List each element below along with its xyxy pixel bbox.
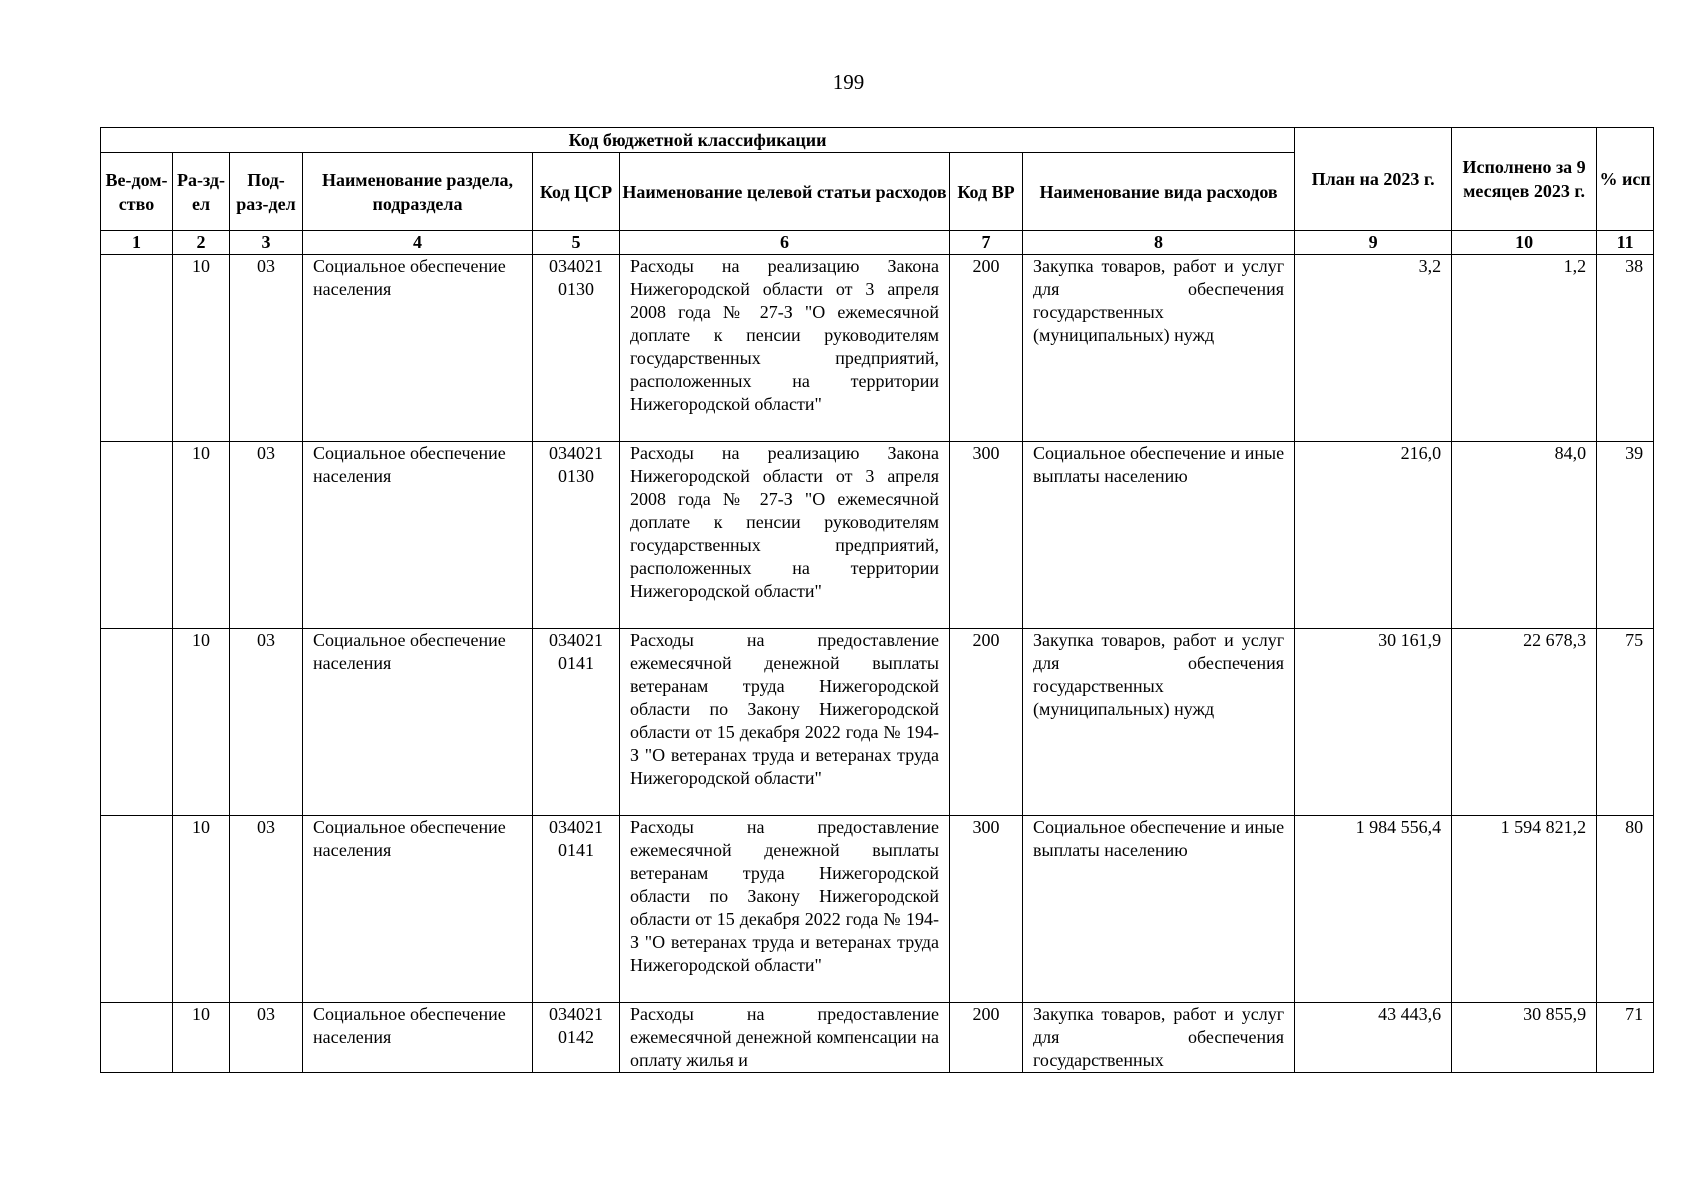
header-razdel: Ра-зд-ел (173, 153, 230, 231)
target-name-cell: Расходы на реализацию Закона Нижегородской области от 3 апреля 2008 года № 27-З "О ежемесячной доплате к пенсии руководителям государственных предприятий, расположенных на территории Нижегородской области" (620, 255, 950, 442)
vedomstvo-cell (101, 816, 173, 1003)
column-number: 5 (533, 231, 620, 255)
executed-cell: 1 594 821,2 (1452, 816, 1597, 1003)
column-number: 3 (230, 231, 303, 255)
target-name-cell: Расходы на предоставление ежемесячной денежной компенсации на оплату жилья и (620, 1003, 950, 1073)
column-number: 9 (1295, 231, 1452, 255)
razdel-name-cell: Социальное обеспечение населения (303, 442, 533, 629)
razdel-cell: 10 (173, 1003, 230, 1073)
razdel-cell: 10 (173, 629, 230, 816)
razdel-name-cell: Социальное обеспечение населения (303, 255, 533, 442)
plan-cell: 216,0 (1295, 442, 1452, 629)
column-number: 2 (173, 231, 230, 255)
csr-cell: 034021 0130 (533, 255, 620, 442)
column-number: 1 (101, 231, 173, 255)
header-target-name: Наименование целевой статьи расходов (620, 153, 950, 231)
percent-cell: 38 (1597, 255, 1654, 442)
column-number: 8 (1023, 231, 1295, 255)
header-vedomstvo: Ве-дом-ство (101, 153, 173, 231)
razdel-name-cell: Социальное обеспечение населения (303, 1003, 533, 1073)
header-podrazdel: Под-раз-дел (230, 153, 303, 231)
plan-cell: 1 984 556,4 (1295, 816, 1452, 1003)
podrazdel-cell: 03 (230, 816, 303, 1003)
table-row (101, 442, 1654, 629)
csr-cell: 034021 0141 (533, 816, 620, 1003)
target-name-cell: Расходы на предоставление ежемесячной денежной выплаты ветеранам труда Нижегородской области по Закону Нижегородской области от 15 декабря 2022 года № 194-З "О ветеранах труда и ветеранах труда Нижегородской области" (620, 816, 950, 1003)
plan-cell: 30 161,9 (1295, 629, 1452, 816)
header-plan: План на 2023 г. (1295, 128, 1452, 231)
vr-name-cell: Социальное обеспечение и иные выплаты населению (1023, 442, 1295, 629)
razdel-cell: 10 (173, 816, 230, 1003)
vr-name-cell: Закупка товаров, работ и услуг для обеспечения государственных (муниципальных) нужд (1023, 629, 1295, 816)
column-number: 6 (620, 231, 950, 255)
table-row (101, 255, 1654, 442)
page-number: 199 (832, 70, 865, 94)
column-number: 7 (950, 231, 1023, 255)
target-name-cell: Расходы на реализацию Закона Нижегородской области от 3 апреля 2008 года № 27-З "О ежемесячной доплате к пенсии руководителям государственных предприятий, расположенных на территории Нижегородской области" (620, 442, 950, 629)
column-number: 11 (1597, 231, 1654, 255)
csr-cell: 034021 0130 (533, 442, 620, 629)
header-executed: Исполнено за 9 месяцев 2023 г. (1452, 128, 1597, 231)
percent-cell: 39 (1597, 442, 1654, 629)
executed-cell: 30 855,9 (1452, 1003, 1597, 1073)
vr-cell: 200 (950, 255, 1023, 442)
header-budget-classification: Код бюджетной классификации (101, 128, 1295, 153)
table-row (101, 816, 1654, 1003)
vedomstvo-cell (101, 1003, 173, 1073)
percent-cell: 75 (1597, 629, 1654, 816)
header-vr-name: Наименование вида расходов (1023, 153, 1295, 231)
vedomstvo-cell (101, 629, 173, 816)
csr-cell: 034021 0142 (533, 1003, 620, 1073)
razdel-cell: 10 (173, 442, 230, 629)
podrazdel-cell: 03 (230, 255, 303, 442)
csr-cell: 034021 0141 (533, 629, 620, 816)
razdel-name-cell: Социальное обеспечение населения (303, 816, 533, 1003)
column-numbers-row (101, 231, 1654, 255)
plan-cell: 43 443,6 (1295, 1003, 1452, 1073)
header-vr: Код ВР (950, 153, 1023, 231)
vedomstvo-cell (101, 442, 173, 629)
vr-cell: 200 (950, 1003, 1023, 1073)
vr-cell: 200 (950, 629, 1023, 816)
target-name-cell: Расходы на предоставление ежемесячной денежной выплаты ветеранам труда Нижегородской области по Закону Нижегородской области от 15 декабря 2022 года № 194-З "О ветеранах труда и ветеранах труда Нижегородской области" (620, 629, 950, 816)
vr-name-cell: Закупка товаров, работ и услуг для обеспечения государственных (муниципальных) нужд (1023, 255, 1295, 442)
vr-cell: 300 (950, 816, 1023, 1003)
budget-table (100, 127, 1654, 1073)
plan-cell: 3,2 (1295, 255, 1452, 442)
column-number: 4 (303, 231, 533, 255)
podrazdel-cell: 03 (230, 629, 303, 816)
podrazdel-cell: 03 (230, 1003, 303, 1073)
executed-cell: 84,0 (1452, 442, 1597, 629)
header-row-group (101, 128, 1654, 153)
executed-cell: 22 678,3 (1452, 629, 1597, 816)
table-row (101, 1003, 1654, 1073)
podrazdel-cell: 03 (230, 442, 303, 629)
header-csr: Код ЦСР (533, 153, 620, 231)
header-razdel-name: Наименование раздела, подраздела (303, 153, 533, 231)
header-percent: % исп (1597, 128, 1654, 231)
column-number: 10 (1452, 231, 1597, 255)
razdel-name-cell: Социальное обеспечение населения (303, 629, 533, 816)
vr-name-cell: Закупка товаров, работ и услуг для обеспечения государственных (1023, 1003, 1295, 1073)
percent-cell: 71 (1597, 1003, 1654, 1073)
vr-cell: 300 (950, 442, 1023, 629)
razdel-cell: 10 (173, 255, 230, 442)
vedomstvo-cell (101, 255, 173, 442)
table-row (101, 629, 1654, 816)
percent-cell: 80 (1597, 816, 1654, 1003)
vr-name-cell: Социальное обеспечение и иные выплаты населению (1023, 816, 1295, 1003)
executed-cell: 1,2 (1452, 255, 1597, 442)
